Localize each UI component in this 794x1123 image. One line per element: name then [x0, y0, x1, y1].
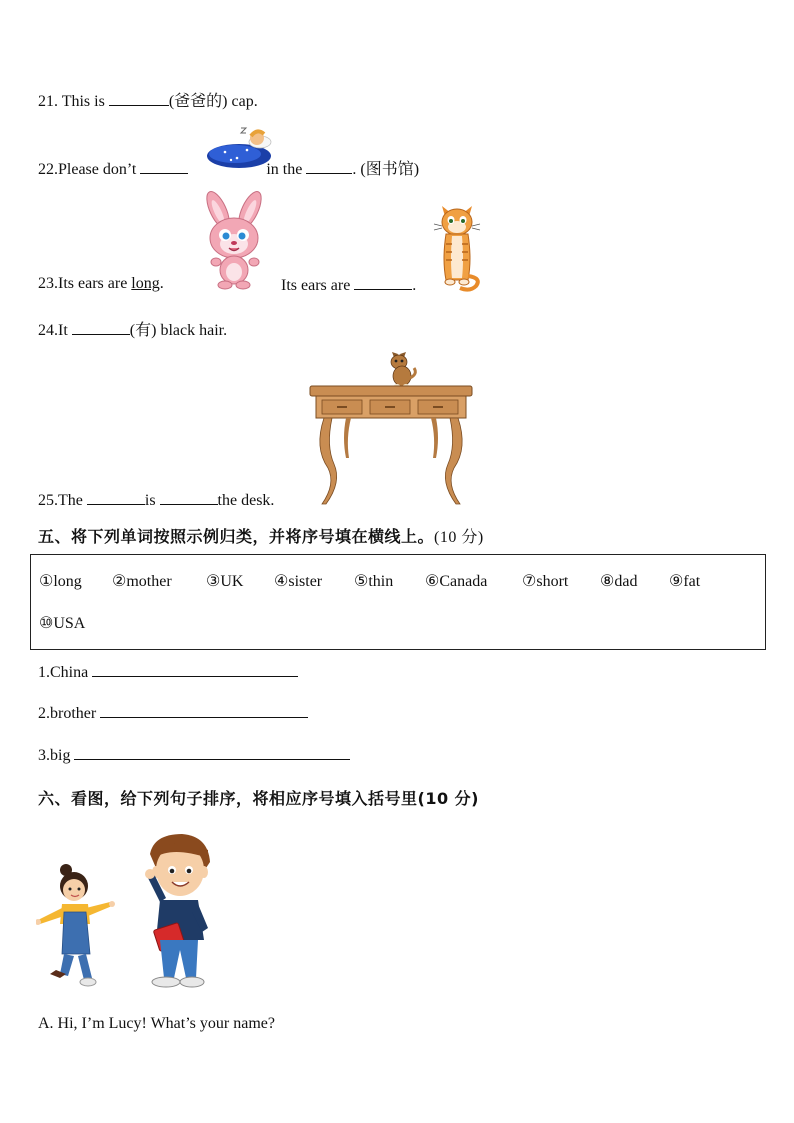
category-3-label: 3.big	[38, 747, 75, 764]
word-option: ⑨fat	[669, 573, 701, 590]
section-6-score: (10 分)	[417, 789, 479, 808]
q22-mid: in the	[262, 161, 307, 178]
small-cat-icon	[391, 352, 415, 388]
q23-a-suffix: .	[159, 275, 164, 292]
desk-icon	[306, 348, 476, 506]
word-option: ⑩USA	[39, 615, 86, 632]
q21-hint: (爸爸的)	[168, 93, 228, 110]
sleeping-bed-icon	[205, 122, 275, 174]
section-5-title: 五、将下列单词按照示例归类，并将序号填在横线上。	[38, 527, 435, 546]
q21-suffix: cap.	[227, 93, 258, 110]
word-bank-box	[30, 554, 766, 650]
q25-blank-1[interactable]	[87, 490, 145, 505]
q23-a-word: long	[131, 275, 160, 292]
word-option: ⑤thin	[354, 573, 394, 590]
q25-blank-2[interactable]	[160, 490, 218, 505]
q24-suffix: (有) black hair.	[129, 322, 228, 339]
q22-prefix: 22.Please don’t	[38, 161, 141, 178]
q24-blank[interactable]	[72, 320, 130, 335]
q23-b-prefix: Its ears are	[281, 277, 355, 294]
q21-blank[interactable]	[109, 91, 169, 106]
section-5-heading	[38, 524, 484, 547]
q24-prefix: 24.It	[38, 322, 72, 339]
cat-icon	[430, 200, 484, 292]
word-option: ③UK	[206, 573, 244, 590]
word-option: ⑧dad	[600, 573, 638, 590]
section-6-title: 六、看图，给下列句子排序，将相应序号填入括号里	[38, 789, 418, 808]
girl-icon	[36, 862, 116, 990]
category-2-blank[interactable]	[100, 703, 308, 718]
question-23	[38, 275, 164, 293]
q23-blank[interactable]	[354, 275, 412, 290]
q25-mid: is	[144, 492, 160, 509]
q22-blank-2[interactable]	[306, 159, 352, 174]
q22-blank-1[interactable]	[140, 159, 188, 174]
word-option: ⑥Canada	[425, 573, 488, 590]
q23-a-prefix: 23.Its ears are	[38, 275, 132, 292]
sentence-a: A. Hi, I’m Lucy! What’s your name?	[38, 1015, 275, 1032]
category-2	[38, 703, 308, 723]
category-1-label: 1.China	[38, 664, 93, 681]
category-2-label: 2.brother	[38, 705, 101, 722]
q25-prefix: 25.The	[38, 492, 87, 509]
question-23-b	[281, 275, 416, 295]
question-24	[38, 317, 227, 340]
q21-prefix: 21. This is	[38, 93, 109, 110]
category-3-blank[interactable]	[74, 745, 350, 760]
section-5-score: (10 分)	[434, 529, 484, 546]
category-1-blank[interactable]	[92, 662, 298, 677]
word-option: ①long	[39, 573, 82, 590]
q22-suffix: . (图书馆)	[352, 161, 420, 178]
rabbit-icon	[192, 190, 276, 290]
question-21	[38, 88, 258, 111]
category-3	[38, 745, 350, 765]
word-option: ④sister	[274, 573, 323, 590]
word-option: ⑦short	[522, 573, 569, 590]
word-option: ②mother	[112, 573, 172, 590]
section-6-heading	[38, 786, 479, 809]
question-25	[38, 490, 274, 510]
q23-b-suffix: .	[412, 277, 417, 294]
boy-icon	[142, 832, 216, 990]
q25-suffix: the desk.	[217, 492, 275, 509]
category-1	[38, 662, 298, 682]
